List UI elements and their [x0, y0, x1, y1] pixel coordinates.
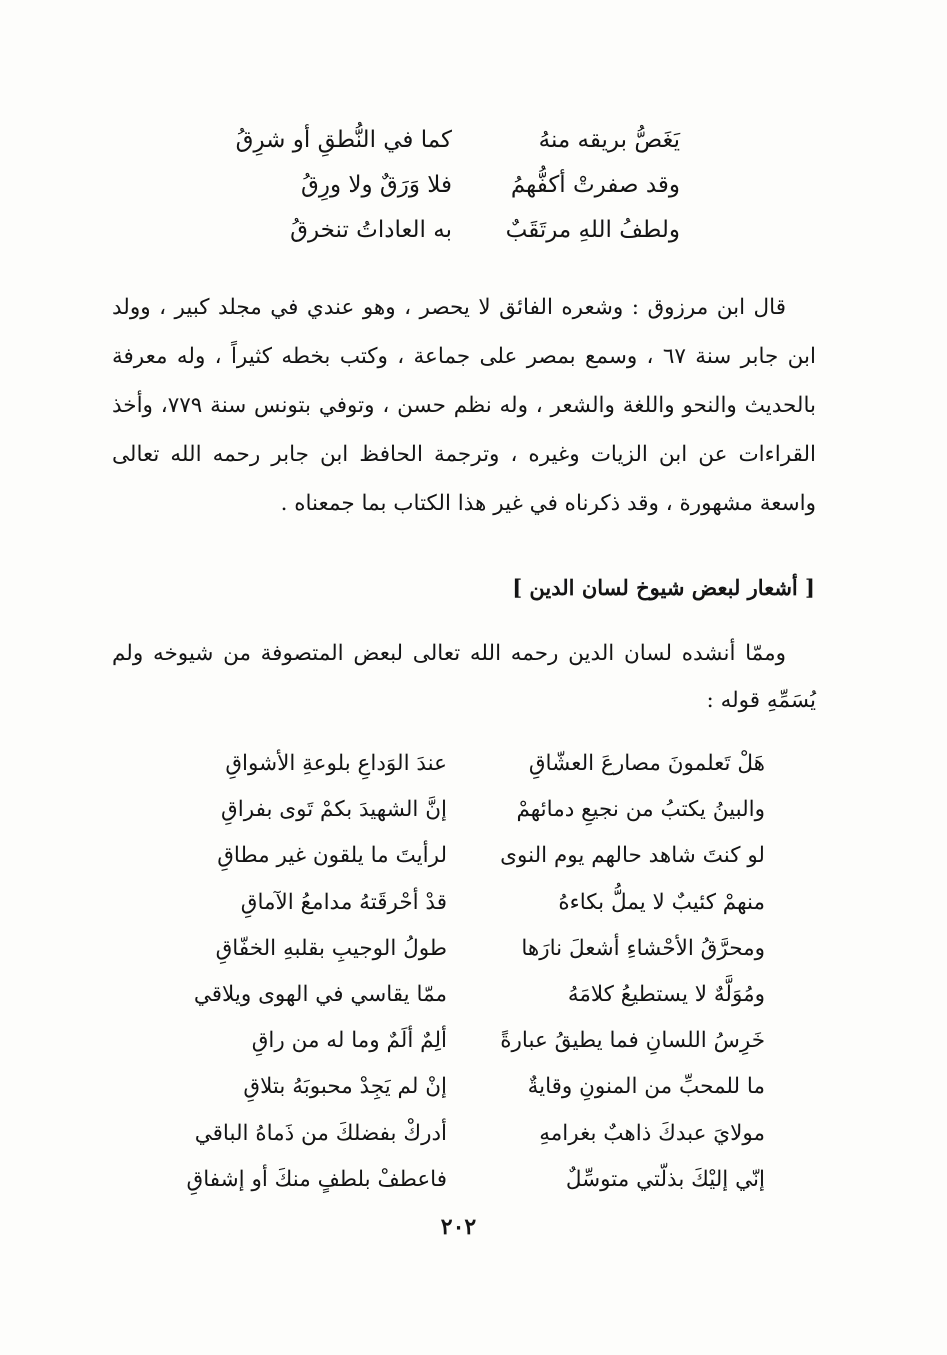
- verse-line: [165, 1157, 765, 1203]
- verse-second-hemistich: طولُ الوجيبِ بقلبهِ الخفّاقِ: [215, 935, 447, 961]
- verse-line: [165, 880, 765, 926]
- verse-second-hemistich: أدركْ بفضلكَ من ذَماهُ الباقي: [194, 1120, 447, 1146]
- verse-line: [165, 1111, 765, 1157]
- verse-first-hemistich: ما للمحبِّ من المنونِ وقايةٌ: [527, 1074, 765, 1100]
- verse-first-hemistich: ولطفُ اللهِ مرتَقَبٌ: [505, 217, 680, 243]
- verse-line: [165, 1018, 765, 1064]
- verse-line: [165, 787, 765, 833]
- verse-second-hemistich: ممّا يقاسي في الهوى ويلاقي: [193, 981, 447, 1007]
- verse-first-hemistich: خَرِسُ اللسانِ فما يطيقُ عبارةً: [500, 1028, 765, 1054]
- section-heading: [ أشعار لبعض شيوخ لسان الدين ]: [512, 575, 815, 600]
- verse-second-hemistich: كما في النُّطقِ أو شرِقُ: [235, 127, 452, 153]
- verse-line: [240, 163, 680, 208]
- biography-text: قال ابن مرزوق : وشعره الفائق لا يحصر ، وهو عندي في مجلد كبير ، وولد ابن جابر سنة ٦٧ ، وسمع بمصر على جماعة ، وكتب بخطه كثيراً ، وله معرفة بالحديث والنحو واللغة والشعر ، وله نظم حسن ، وتوفي بتونس سنة ٧٧٩، وأخذ القراءات عن ابن الزيات وغيره ، وترجمة الحافظ ابن جابر رحمه الله تعالى واسعة مشهورة ، وقد ذكرناه في غير هذا الكتاب بما جمعناه .: [112, 295, 816, 516]
- verse-line: [240, 208, 680, 253]
- verse-second-hemistich: لرأيتَ ما يلقون غير مطاقِ: [217, 843, 447, 869]
- verse-first-hemistich: مولايَ عبدكَ ذاهبٌ بغرامهِ: [539, 1120, 765, 1146]
- verse-second-hemistich: به العاداتُ تنخرقُ: [290, 217, 452, 243]
- verse-second-hemistich: قدْ أحْرقَتهُ مدامعُ الآماقِ: [240, 889, 447, 915]
- verse-first-hemistich: هَلْ تَعلمونَ مصارعَ العشّاقِ: [528, 751, 765, 776]
- verse-second-hemistich: ألِمٌ ألَمٌ وما له من راقِ: [251, 1028, 447, 1054]
- verse-first-hemistich: منهمْ كئيبٌ لا يملُّ بكاءهُ: [558, 889, 765, 915]
- verse-second-hemistich: إنَّ الشهيدَ بكمْ تَوى بفراقِ: [221, 797, 447, 823]
- intro-text: وممّا أنشده لسان الدين رحمه الله تعالى لبعض المتصوفة من شيوخه ولم يُسَمِّهِ قوله :: [112, 641, 816, 713]
- verse-first-hemistich: ومحرَّقُ الأحْشاءِ أشعلَ نارَها: [521, 935, 765, 961]
- verse-line: [165, 1064, 765, 1110]
- intro-paragraph: [112, 630, 816, 724]
- verse-first-hemistich: يَغَصُّ بريقه منهُ: [538, 127, 680, 153]
- verse-line: [235, 118, 680, 163]
- verse-line: [165, 926, 765, 972]
- main-poem: [165, 741, 765, 1203]
- biography-paragraph: [112, 283, 816, 528]
- verse-first-hemistich: لو كنتَ شاهد حالهم يوم النوى: [500, 843, 765, 869]
- opening-poem: [235, 118, 680, 253]
- verse-first-hemistich: وقد صفرتْ أكفُّهمُ: [510, 172, 680, 198]
- verse-second-hemistich: عندَ الوَداعِ بلوعةِ الأشواقِ: [225, 751, 447, 776]
- verse-second-hemistich: فلا وَرَقٌ ولا ورِقُ: [301, 172, 452, 198]
- verse-line: [165, 972, 765, 1018]
- page-number: ٢٠٢: [440, 1214, 477, 1240]
- verse-line: [165, 741, 765, 787]
- verse-first-hemistich: والبينُ يكتبُ من نجيعِ دمائهمْ: [516, 797, 765, 823]
- verse-second-hemistich: إنْ لم يَجِدْ محبوبَهُ بتلاقِ: [243, 1074, 447, 1100]
- verse-line: [165, 833, 765, 879]
- verse-first-hemistich: إنّي إليْكَ بذلّتي متوسِّلٌ: [565, 1166, 765, 1192]
- verse-second-hemistich: فاعطفْ بلطفٍ منكَ أو إشفاقِ: [186, 1166, 447, 1192]
- verse-first-hemistich: ومُوَلَّهٌ لا يستطيعُ كلامَهُ: [567, 981, 765, 1007]
